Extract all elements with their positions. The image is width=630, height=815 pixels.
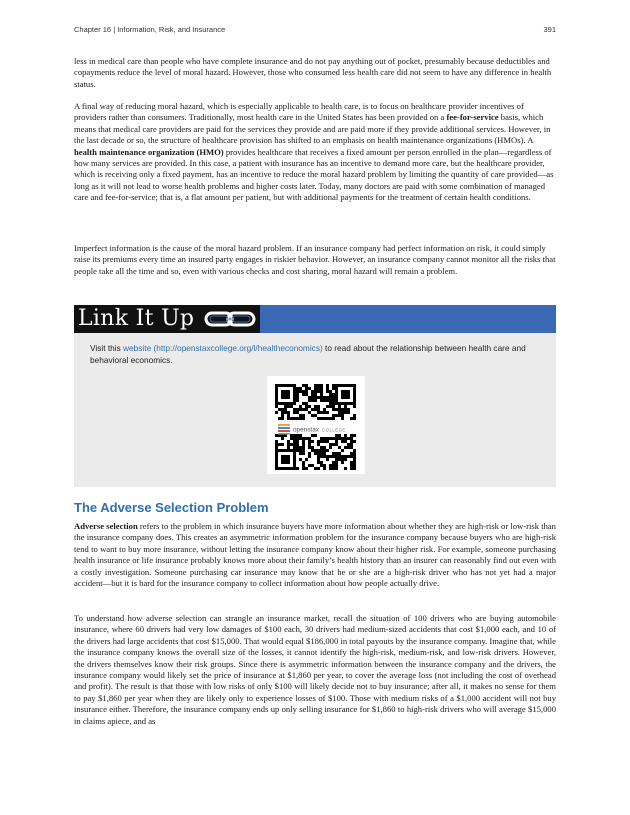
link-it-up-title: Link It Up [78, 306, 195, 331]
link-it-up-box [74, 305, 556, 487]
qr-code-graphic [267, 376, 365, 474]
link-it-up-header [74, 305, 556, 333]
paragraph-1: less in medical care than people who have complete insurance and do not pay anything out of pocket, presumably because deductibles and copayments reduce the level of moral hazard. However, those who consumed less health care did not seem to have any difference in health status. [74, 56, 552, 89]
term-fee-for-service: fee-for-service [446, 112, 499, 123]
paragraph-4-rest: refers to the problem in which insurance buyers have more information about whether they are high-risk or low-risk than the insurance company does. This creates an asymmetric information problem for the insurance company because buyers who are high-risk tend to want to buy more insurance, without letting the insurance company know about their higher risk. For example, someone purchasing health insurance or life insurance probably knows more about their family’s health history than an insurer can reasonably find out even with a costly investigation. Someone purchasing car insurance may know that he or she are a high-risk driver who has not yet had a major accident—but it is hard for the insurance company to collect information about how people actually drive. [74, 521, 556, 589]
link-text-before: Visit this [90, 343, 124, 353]
healtheconomics-link[interactable]: website (http://openstaxcollege.org/l/healtheconomics) [123, 343, 323, 353]
paragraph-5: To understand how adverse selection can strangle an insurance market, recall the situation of 100 drivers who are buying automobile insurance, where 60 drivers had very low damages of $100 each, 30 drivers had medium-sized accidents that cost $1,000 each, and 10 of the drivers had large accidents that cost $15,000. That would equal $186,000 in total payouts by the insurance company. Imagine that, while the insurance company knows the overall size of the losses, it cannot identify the high-risk, medium-risk, and low-risk drivers. However, the drivers themselves know their risk groups. Since there is asymmetric information between the insurance company and the drivers, the insurance company would likely set the price of insurance at $1,860 per year, to cover the average loss (not including the cost of overhead and profit). The result is that those with low risks of only $100 will likely decide not to buy insurance; after all, it makes no sense for them to pay $1,860 per year when they are likely only to experience losses of $100. Those with medium risks of a $1,000 accident will not buy insurance either. Therefore, the insurance company ends up only selling insurance for $1,860 to high-risk drivers who will average $15,000 in claims apiece, and as [74, 613, 556, 726]
term-hmo: health maintenance organization (HMO) [74, 146, 224, 157]
paragraph-2 [74, 101, 556, 204]
paragraph-2-part-a: A final way of reducing moral hazard, which is especially applicable to health care, is to focus on healthcare provider incentives of providers rather than consumers. Traditionally, most health care in the United States has been provided on a [74, 101, 524, 123]
running-header [74, 25, 556, 34]
link-text-after: to read about the relationship between health care and behavioral economics. [90, 343, 526, 366]
paragraph-2-part-b: basis, which means that medical care providers are paid for the services they provide and are paid more if they provide additional services. However, in the last decade or so, the structure of healthcare provision has shifted to an emphasis on health maintenance organizations (HMOs). A [74, 112, 551, 146]
link-it-up-text [90, 342, 550, 367]
qr-logo-openstax: openstax [293, 426, 319, 434]
chapter-title: Chapter 16 | Information, Risk, and Insurance [74, 25, 226, 34]
section-heading: The Adverse Selection Problem [74, 500, 269, 515]
qr-logo-college: COLLEGE [322, 427, 346, 433]
paragraph-4 [74, 521, 556, 589]
term-adverse-selection: Adverse selection [74, 521, 138, 531]
paragraph-2-part-c: provides healthcare that receives a fixed amount per person enrolled in the plan—regardless of how many services are provided. In this case, a patient with insurance has an incentive to demand more care, but the healthcare provider, which is receiving only a fixed payment, has an incentive to reduce the moral hazard problem by limiting the quantity of care provided—as long as it will not lead to worse health problems and higher costs later. Today, many doctors are paid with some combination of managed care and fee-for-service; that is, a flat amount per patient, but with additional payments for the treatment of certain health conditions. [74, 146, 554, 203]
chain-link-icon [204, 310, 258, 328]
paragraph-3: Imperfect information is the cause of the moral hazard problem. If an insurance company had perfect information on risk, it could simply raise its premiums every time an insured party engages in riskier behavior. However, an insurance company cannot monitor all the risks that people take all the time and so, even with various checks and cost sharing, moral hazard will remain a problem. [74, 243, 556, 276]
page-number: 391 [543, 25, 556, 34]
qr-code[interactable] [267, 376, 365, 474]
